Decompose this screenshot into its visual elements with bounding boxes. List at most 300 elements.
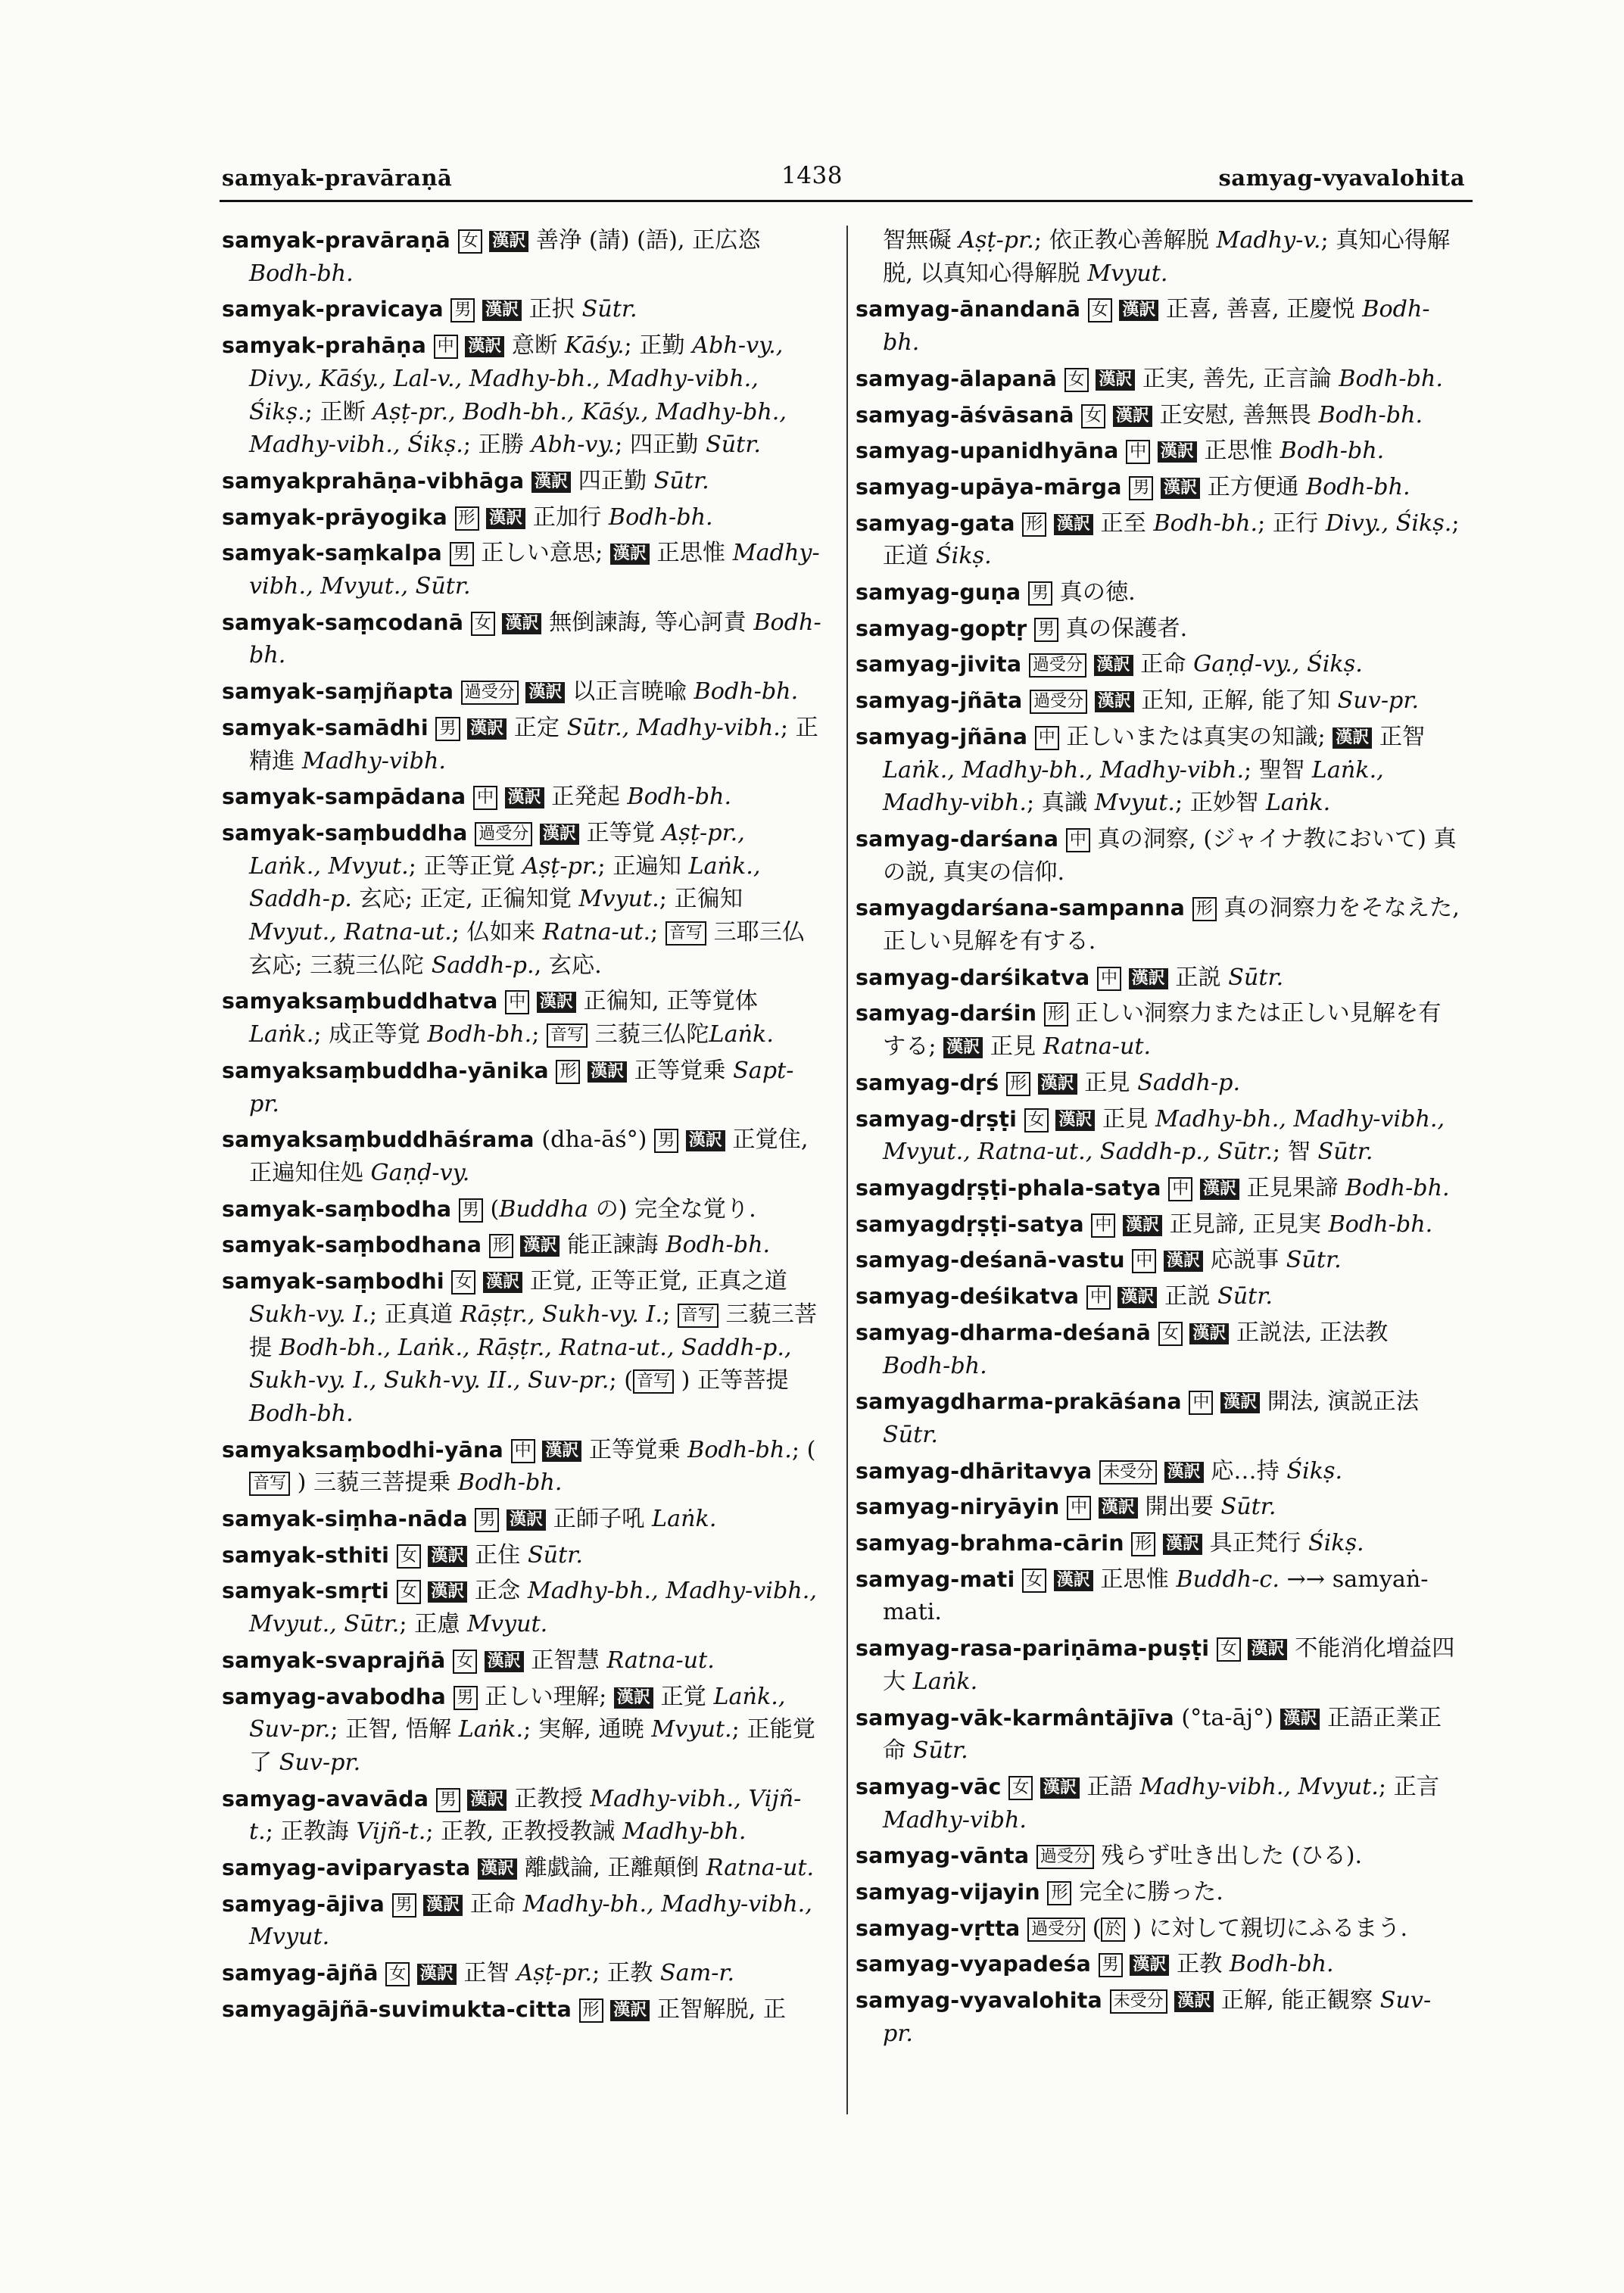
definition-text: 正命	[1140, 651, 1194, 678]
definition-text: 正知, 正解, 能了知	[1141, 687, 1338, 715]
headword: samyag-mati	[856, 1566, 1015, 1592]
headword: samyak-samādhi	[222, 715, 429, 740]
source-citation: Sūtr.	[912, 1737, 968, 1765]
chinese-translation-label: 漢訳	[1055, 1110, 1095, 1131]
headword: samyag-ānandanā	[856, 297, 1081, 322]
source-citation: Madhy-bh., Madhy-vibh., Mvyut., Ratna-ut., Saddh-p., Sūtr.	[883, 1105, 1445, 1166]
definition-text: 正解, 能正観察	[1220, 1987, 1380, 2014]
grammar-label: 音写	[665, 921, 706, 946]
chinese-translation-label: 漢訳	[525, 682, 565, 703]
headword: samyag-vijayin	[856, 1880, 1040, 1905]
dictionary-entry	[856, 1702, 1461, 1768]
definition-text: 正智慧	[531, 1647, 607, 1674]
grammar-label: 女	[471, 612, 495, 636]
grammar-label: 中	[1097, 967, 1121, 991]
headword: samyaksaṃbuddhatva	[222, 989, 498, 1014]
definition-text: 正説	[1175, 964, 1229, 991]
grammar-label: 中	[511, 1439, 535, 1463]
dictionary-entry	[222, 1993, 824, 2027]
dictionary-entry	[222, 780, 824, 814]
headword: samyag-jivita	[856, 652, 1022, 678]
chinese-translation-label: 漢訳	[428, 1546, 467, 1567]
headword: samyaksaṃbodhi-yāna	[222, 1437, 503, 1463]
headword: samyag-dhāritavya	[856, 1458, 1093, 1484]
source-citation: Abh-vy., Divy., Kāśy., Lal-v., Madhy-bh., Madhy-vibh., Śikṣ.	[249, 332, 784, 425]
source-citation: Mvyut., Ratna-ut.	[249, 919, 452, 946]
dictionary-entry	[856, 507, 1461, 573]
headword: samyag-gata	[856, 510, 1015, 536]
grammar-label: 形	[1047, 1881, 1071, 1905]
grammar-label: 於	[1101, 1918, 1125, 1942]
definition-text: 以正言暁喩	[572, 678, 694, 706]
left-column	[222, 224, 824, 2030]
dictionary-entry	[856, 961, 1461, 995]
dictionary-entry	[222, 1123, 824, 1189]
definition-text: ; 正精進	[249, 714, 818, 774]
definition-text: 不能消化増益四大	[883, 1635, 1455, 1695]
grammar-label: 過受分	[475, 822, 532, 846]
definition-text: 正見諦, 正見実	[1169, 1210, 1329, 1238]
dictionary-entry	[222, 675, 824, 709]
source-citation: Bodh-bh.	[665, 1232, 771, 1259]
grammar-label: 女	[1064, 368, 1089, 392]
headword: samyag-vānta	[856, 1843, 1030, 1869]
definition-text: (°ta-āj°)	[1181, 1704, 1281, 1731]
definition-text: 応…持	[1211, 1457, 1287, 1485]
dictionary-entry	[222, 1957, 824, 1990]
chinese-translation-label: 漢訳	[1099, 1497, 1138, 1519]
grammar-label: 男	[1028, 581, 1052, 606]
dictionary-entry	[222, 1055, 824, 1120]
grammar-label: 男	[450, 298, 475, 322]
definition-text: 能正諫誨	[567, 1232, 666, 1259]
chinese-translation-label: 漢訳	[1129, 968, 1168, 989]
grammar-label: 中	[1168, 1177, 1192, 1201]
source-citation: Sapt-pr.	[249, 1057, 794, 1117]
headword: samyak-saṃcodanā	[222, 609, 464, 635]
grammar-label: 中	[434, 335, 458, 359]
source-citation: Madhy-vibh.	[301, 747, 446, 774]
source-citation: Kāśy.	[564, 332, 625, 360]
definition-text: ; 正教	[592, 1960, 660, 1987]
source-citation: Sam-r.	[659, 1960, 735, 1987]
grammar-label: 過受分	[1027, 1918, 1085, 1942]
definition-text: 正しい洞察力または正しい見解を有する;	[883, 1000, 1442, 1061]
dictionary-entry	[222, 1265, 824, 1431]
chinese-translation-label: 漢訳	[482, 300, 522, 321]
right-column	[856, 224, 1461, 2054]
chinese-translation-label: 漢訳	[1200, 1179, 1239, 1200]
source-citation: Madhy-v.	[1216, 227, 1321, 254]
definition-text: 正智	[1379, 723, 1426, 750]
definition-text: 正方便通	[1207, 473, 1306, 500]
chinese-translation-label: 漢訳	[1161, 478, 1200, 499]
grammar-label: 女	[453, 1650, 477, 1674]
chinese-translation-label: 漢訳	[467, 1790, 507, 1811]
dictionary-entry	[222, 606, 824, 672]
source-citation: Divy., Śikṣ.	[1325, 509, 1452, 537]
source-citation: Buddh-c.	[1176, 1566, 1280, 1593]
definition-text: ; 正勤	[624, 332, 693, 360]
source-citation: Sūtr.	[527, 1541, 583, 1569]
headword: samyak-pravicaya	[222, 297, 444, 322]
dictionary-entry	[856, 648, 1461, 681]
definition-text: 具正梵行	[1209, 1530, 1308, 1557]
dictionary-entry	[856, 1455, 1461, 1488]
grammar-label: 未受分	[1110, 1989, 1167, 2014]
source-citation: Śikṣ.	[935, 543, 992, 570]
grammar-label: 女	[397, 1580, 421, 1604]
grammar-label: 過受分	[461, 681, 519, 705]
definition-text: (	[1092, 1914, 1102, 1942]
definition-text: 正発起	[551, 784, 628, 811]
definition-text: 正思惟	[656, 540, 733, 567]
dictionary-entry	[222, 1783, 824, 1849]
dictionary-entry	[222, 712, 824, 777]
headword: samyag-upanidhyāna	[856, 438, 1119, 464]
grammar-label: 中	[1066, 828, 1090, 852]
source-citation: Laṅk.	[249, 1021, 314, 1048]
headword: samyagājñā-suvimukta-citta	[222, 1996, 572, 2022]
headword: samyag-rasa-pariṇāma-puṣṭi	[856, 1636, 1210, 1662]
source-citation: Sūtr., Madhy-vibh.	[566, 714, 781, 741]
dictionary-entry	[222, 1888, 824, 1954]
definition-text: 正しいまたは真実の知識;	[1066, 723, 1333, 750]
headword: samyag-avavāda	[222, 1786, 429, 1812]
definition-text: 真の洞察力をそなえた, 正しい見解を有する.	[883, 895, 1460, 955]
headword: samyag-vyapadeśa	[856, 1952, 1092, 1977]
definition-text: ; 正智, 悟解	[330, 1716, 459, 1743]
grammar-label: 音写	[249, 1472, 290, 1496]
definition-text: 四正勤	[578, 467, 654, 494]
definition-text: ;	[531, 1021, 547, 1048]
source-citation: Ratna-ut.	[706, 1855, 815, 1882]
definition-text: 三耶三仏 玄応; 三藐三仏陀	[249, 919, 806, 979]
source-citation: Bodh-bh.	[883, 296, 1430, 357]
definition-text: 正思惟	[1100, 1566, 1177, 1593]
source-citation: Madhy-bh., Madhy-vibh., Mvyut.	[249, 1890, 812, 1951]
source-citation: Bodh-bh.	[1318, 401, 1423, 428]
dictionary-entry	[222, 1644, 824, 1678]
definition-text: ; 正遍知	[597, 852, 689, 880]
dictionary-entry	[856, 1067, 1461, 1100]
dictionary-entry	[856, 1632, 1461, 1698]
source-citation: Bodh-bh.	[427, 1021, 532, 1048]
source-citation: Śikṣ.	[1286, 1457, 1343, 1485]
dictionary-entry	[856, 1208, 1461, 1242]
definition-text: 正命	[469, 1890, 523, 1918]
headword: samyag-guṇa	[856, 580, 1021, 606]
grammar-label: 音写	[633, 1369, 674, 1394]
headword: samyak-saṃbodhi	[222, 1269, 444, 1294]
definition-text: 玄応; 正定, 正徧知覚	[351, 886, 579, 913]
definition-text: 正見	[1102, 1105, 1155, 1132]
grammar-label: 男	[1129, 476, 1153, 500]
definition-text: ; 正言	[1378, 1773, 1440, 1800]
source-citation: Sūtr.	[1217, 1283, 1273, 1310]
definition-text: 正説法, 正法教	[1236, 1319, 1389, 1346]
chinese-translation-label: 漢訳	[467, 718, 507, 740]
grammar-label: 女	[1008, 1776, 1033, 1800]
grammar-label: 男	[475, 1508, 499, 1532]
definition-text: 開出要	[1145, 1494, 1221, 1521]
grammar-label: 女	[458, 229, 482, 254]
definition-text: 三藐三菩提	[249, 1301, 818, 1361]
grammar-label: 男	[436, 1788, 460, 1812]
source-citation: Mvyut.	[1087, 260, 1168, 287]
grammar-label: 男	[392, 1893, 416, 1918]
definition-text: 善浄 (請) (語), 正広恣	[535, 227, 761, 254]
dictionary-entry	[856, 1984, 1461, 2050]
source-citation: Suv-pr.	[279, 1749, 361, 1776]
grammar-label: 中	[1132, 1249, 1156, 1273]
dictionary-entry	[856, 1527, 1461, 1560]
grammar-label: 女	[451, 1270, 475, 1294]
headword: samyag-vāk-karmântājīva	[856, 1705, 1174, 1731]
grammar-label: 音写	[547, 1023, 588, 1048]
definition-text: 正覚, 正等正覚, 正真之道	[529, 1268, 787, 1295]
grammar-label: 女	[1158, 1322, 1183, 1346]
chinese-translation-label: 漢訳	[1117, 1287, 1157, 1308]
definition-text: 無倒諫誨, 等心訶責	[549, 609, 754, 636]
chinese-translation-label: 漢訳	[686, 1130, 725, 1151]
headword: samyag-dharma-deśanā	[856, 1319, 1152, 1345]
grammar-label: 女	[1081, 404, 1105, 428]
definition-text: 正見	[1084, 1069, 1138, 1096]
source-citation: Sūtr.	[581, 296, 637, 323]
chinese-translation-label: 漢訳	[1333, 727, 1372, 749]
chinese-translation-label: 漢訳	[423, 1895, 463, 1916]
grammar-label: 形	[1044, 1002, 1068, 1027]
dictionary-entry	[222, 1539, 824, 1572]
header-rule	[220, 200, 1473, 202]
definition-text: 真の洞察, (ジャイナ教において) 真の説, 真実の信仰.	[883, 825, 1457, 886]
grammar-label: 女	[397, 1544, 421, 1569]
definition-text: 正智	[463, 1960, 517, 1987]
source-citation: Ratna-ut.	[1043, 1033, 1152, 1061]
definition-text: ; 成正等覚	[313, 1021, 428, 1048]
dictionary-entry	[856, 399, 1461, 432]
chinese-translation-label: 漢訳	[1248, 1639, 1287, 1660]
source-citation: Laṅk.	[458, 1716, 524, 1743]
source-citation: Bodh-bh., Laṅk., Rāṣṭr., Ratna-ut., Saddh-p., Sukh-vy. I., Sukh-vy. II., Suv-pr.	[249, 1334, 792, 1394]
headword: samyak-saṃbuddha	[222, 820, 468, 846]
definition-text: ; (	[609, 1367, 633, 1394]
dictionary-entry	[222, 537, 824, 603]
chinese-translation-label: 漢訳	[1095, 691, 1134, 712]
chinese-translation-label: 漢訳	[610, 2000, 650, 2021]
grammar-label: 中	[1035, 726, 1059, 750]
dictionary-entry	[856, 363, 1461, 396]
source-citation: Aṣṭ-pr.	[516, 1960, 593, 1987]
definition-text: ; 正等正覚	[408, 852, 522, 880]
source-citation: Saddh-p.	[1137, 1069, 1241, 1096]
chinese-translation-label: 漢訳	[483, 1272, 522, 1293]
chinese-translation-label: 漢訳	[502, 613, 541, 634]
grammar-label: 中	[1189, 1391, 1213, 1415]
chinese-translation-label: 漢訳	[1280, 1709, 1320, 1730]
headword: samyak-sthiti	[222, 1542, 390, 1568]
source-citation: Laṅk.	[912, 1668, 978, 1695]
headword: samyag-jñāna	[856, 724, 1028, 749]
source-citation: Suv-pr.	[1337, 687, 1420, 715]
chinese-translation-label: 漢訳	[1040, 1777, 1080, 1799]
definition-text: 正しい理解;	[485, 1683, 614, 1710]
chinese-translation-label: 漢訳	[542, 1441, 581, 1462]
headword: samyag-dṛṣṭi	[856, 1106, 1018, 1132]
definition-text: ) 正等菩提	[681, 1367, 789, 1394]
definition-text: 真の徳.	[1059, 579, 1136, 606]
dictionary-entry	[856, 1244, 1461, 1277]
source-citation: Śikṣ.	[1308, 1530, 1364, 1557]
headword: samyag-darśana	[856, 826, 1059, 852]
definition-text: ; 仏如来	[451, 919, 543, 946]
source-citation: Bodh-bh.	[1328, 1210, 1433, 1238]
headword: samyak-siṃha-nāda	[222, 1506, 468, 1532]
grammar-label: 男	[654, 1129, 678, 1153]
source-citation: Sūtr.	[1228, 964, 1284, 991]
definition-text: 正思惟	[1204, 438, 1280, 465]
definition-text: 開法, 演説正法	[1267, 1388, 1420, 1416]
source-citation: Sūtr.	[883, 1421, 938, 1448]
dictionary-entry	[856, 1316, 1461, 1382]
grammar-label: 中	[1126, 440, 1150, 464]
headword: samyag-jñāta	[856, 688, 1023, 714]
grammar-label: 未受分	[1099, 1460, 1157, 1485]
source-citation: Aṣṭ-pr.	[959, 227, 1034, 254]
source-citation: Madhy-vibh., Mvyut.	[1139, 1773, 1379, 1800]
dictionary-entry	[222, 985, 824, 1051]
definition-text: 正択	[528, 296, 582, 323]
chinese-translation-label: 漢訳	[1189, 1323, 1229, 1344]
headword: samyag-deśikatva	[856, 1284, 1080, 1310]
dictionary-entry	[222, 224, 824, 290]
grammar-label: 形	[1022, 512, 1046, 537]
chinese-translation-label: 漢訳	[610, 544, 650, 565]
grammar-label: 女	[385, 1962, 410, 1986]
chinese-translation-label: 漢訳	[465, 336, 504, 357]
definition-text: ; 智	[1272, 1139, 1318, 1166]
headword: samyak-saṃbodha	[222, 1196, 452, 1222]
definition-text: →→ samyaṅ-mati.	[883, 1566, 1429, 1626]
source-citation: Laṅk., Suv-pr.	[249, 1683, 786, 1743]
definition-text: ; 正道	[883, 509, 1460, 570]
definition-text: 正語正業正命	[883, 1704, 1442, 1765]
definition-text: ; 正勝	[463, 431, 531, 459]
definition-text: 正等覚乗	[588, 1436, 688, 1463]
chinese-translation-label: 漢訳	[520, 1235, 560, 1257]
dictionary-entry	[222, 1575, 824, 1640]
chinese-translation-label: 漢訳	[1119, 300, 1158, 321]
definition-text: 正語	[1086, 1773, 1140, 1800]
chinese-translation-label: 漢訳	[943, 1037, 983, 1058]
headword: samyak-saṃkalpa	[222, 541, 442, 566]
grammar-label: 男	[450, 542, 474, 566]
definition-text: 正教	[1176, 1951, 1230, 1978]
dictionary-entry	[856, 1876, 1461, 1909]
dictionary-entry	[856, 1172, 1461, 1205]
definition-text: 智無礙	[883, 227, 959, 254]
dictionary-entry	[222, 329, 824, 462]
chinese-translation-label: 漢訳	[1163, 1534, 1202, 1555]
definition-text: ; 正断	[304, 398, 373, 425]
source-citation: Madhy-vibh., Vijñ-t.	[249, 1785, 802, 1846]
headword: samyak-pravāraṇā	[222, 228, 450, 253]
dictionary-entry	[856, 1385, 1461, 1451]
definition-text: 正見	[990, 1033, 1043, 1061]
grammar-label: 男	[435, 717, 460, 741]
chinese-translation-label: 漢訳	[1158, 441, 1197, 463]
headword: samyagdṛṣṭi-satya	[856, 1211, 1084, 1237]
definition-text: 正徧知, 正等覚体	[583, 988, 758, 1015]
definition-text: ) 三藐三菩提乗	[297, 1469, 458, 1497]
definition-text: の) 完全な覚り.	[588, 1195, 756, 1223]
chinese-translation-label: 漢訳	[417, 1964, 457, 1985]
headword: samyak-prahāṇa	[222, 333, 427, 359]
dictionary-entry	[856, 224, 1461, 290]
chinese-translation-label: 漢訳	[505, 787, 544, 808]
headword: samyag-ālapanā	[856, 366, 1058, 391]
source-citation: Suv-pr.	[883, 1987, 1432, 2047]
dictionary-entry	[222, 501, 824, 534]
definition-text: 正しい意思;	[481, 540, 610, 567]
grammar-label: 形	[455, 506, 479, 531]
source-citation: Sūtr.	[1220, 1494, 1276, 1521]
definition-text: 応説事	[1210, 1247, 1286, 1274]
chinese-translation-label: 漢訳	[1038, 1073, 1077, 1095]
definition-text: ;	[662, 1301, 678, 1328]
source-citation: Madhy-bh.	[622, 1818, 747, 1846]
source-citation: Laṅk., Saddh-p.	[249, 852, 761, 913]
headword: samyag-brahma-cārin	[856, 1531, 1124, 1556]
definition-text: 正師子吼	[553, 1506, 653, 1533]
definition-text: (dha-āś°)	[541, 1126, 655, 1154]
grammar-label: 過受分	[1036, 1845, 1094, 1869]
definition-text: ; 正慮	[399, 1611, 468, 1638]
definition-text: 正喜, 善喜, 正慶悦	[1166, 296, 1363, 323]
definition-text: ; 真知心得解脱, 以真知心得解脱	[883, 227, 1451, 287]
headword: samyak-saṃjñapta	[222, 679, 454, 705]
definition-text: 意断	[511, 332, 565, 360]
dictionary-entry	[856, 1563, 1461, 1629]
headword: samyagdṛṣṭi-phala-satya	[856, 1175, 1161, 1201]
chinese-translation-label: 漢訳	[1174, 1991, 1214, 2012]
source-citation: Gaṇḍ-vy., Śikṣ.	[1193, 651, 1363, 678]
source-citation: Bodh-bh.	[1153, 509, 1258, 537]
headword: samyag-darśin	[856, 1001, 1037, 1027]
definition-text: 正教授	[514, 1785, 591, 1812]
grammar-label: 中	[1091, 1213, 1115, 1238]
definition-text: ; 正行	[1258, 509, 1326, 537]
headword: samyag-upāya-mārga	[856, 474, 1122, 500]
headword: samyagdharma-prakāśana	[856, 1389, 1182, 1415]
headword: samyaksaṃbuddha-yānika	[222, 1058, 549, 1083]
dictionary-entry	[856, 892, 1461, 958]
source-citation: Bodh-bh.	[249, 1400, 354, 1427]
source-citation: Sukh-vy. I.	[249, 1301, 369, 1328]
dictionary-entry	[856, 1103, 1461, 1169]
grammar-label: 女	[1024, 1108, 1049, 1132]
headword: samyak-saṃbodhana	[222, 1232, 482, 1258]
grammar-label: 中	[473, 786, 497, 810]
source-citation: Bodh-bh.	[687, 1436, 792, 1463]
source-citation: Madhy-bh., Madhy-vibh., Mvyut., Sūtr.	[249, 1578, 817, 1638]
grammar-label: 過受分	[1029, 653, 1086, 678]
definition-text: 真の保護者.	[1065, 615, 1188, 642]
definition-text: ; 正教, 正教授教誡	[425, 1818, 623, 1846]
source-citation: Ratna-ut.	[542, 919, 651, 946]
definition-text: ; 正真道	[369, 1301, 460, 1328]
